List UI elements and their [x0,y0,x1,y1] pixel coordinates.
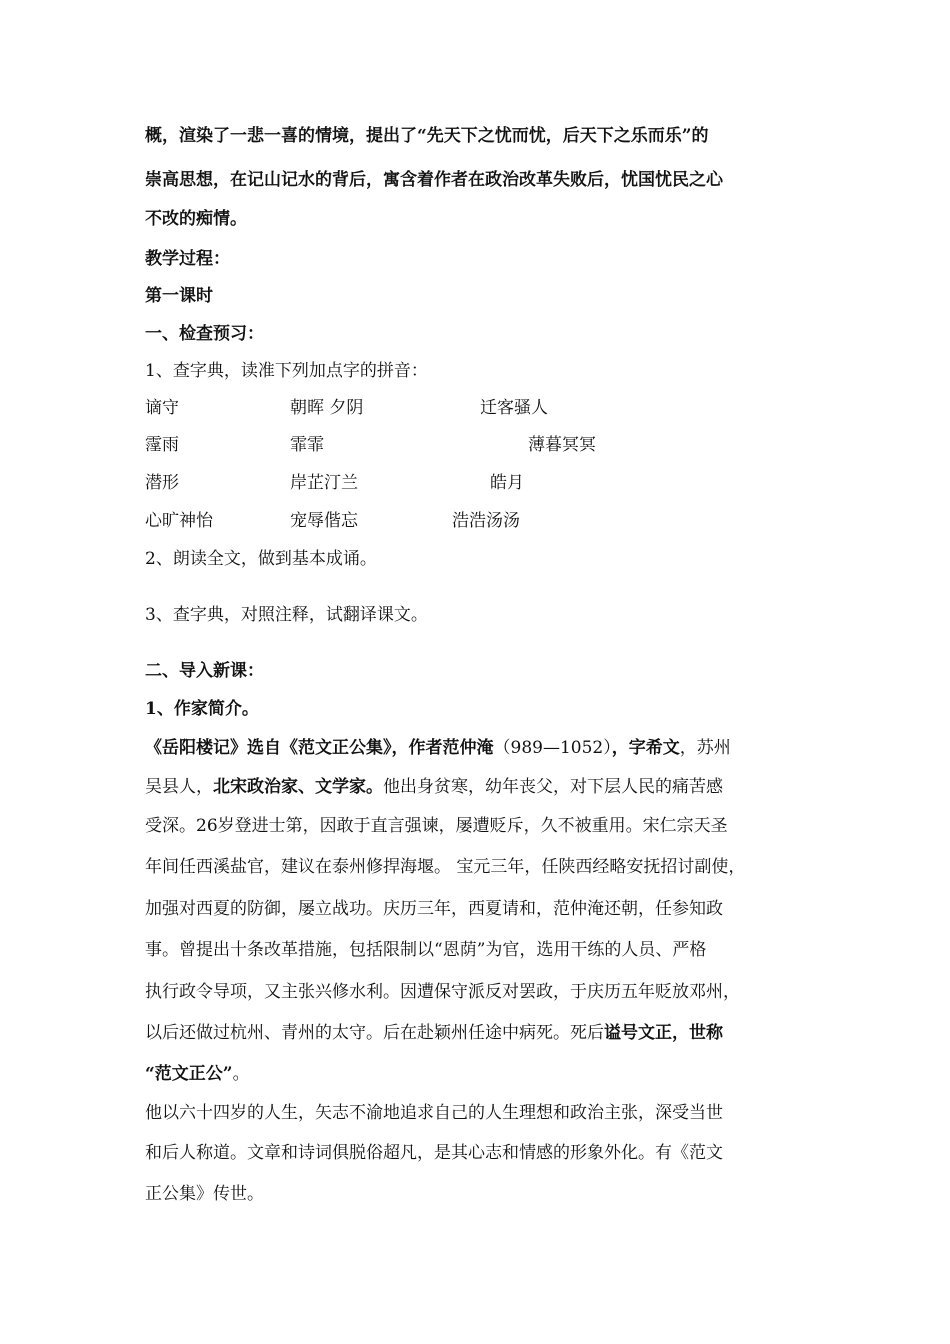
word-cell: 岸芷汀兰 [290,473,358,493]
legacy-line-1: 他以六十四岁的人生，矢志不渝地追求自己的人生理想和政治主张，深受当世 [145,1103,723,1123]
intro-line-1: 概，渲染了一悲一喜的情境，提出了“先天下之忧而忧，后天下之乐而乐”的 [145,126,709,146]
word-cell: 朝晖 夕阴 [290,398,364,418]
bio-text: ，苏州 [679,738,731,758]
word-cell: 皓月 [490,473,524,493]
preview-item-2: 2、朗读全文，做到基本成诵。 [145,549,377,569]
bio-line-8 [145,1022,723,1044]
teaching-process-heading: 教学过程： [145,249,230,269]
bio-line-4: 年间任西溪盐官，建议在泰州修捍海堰。 宝元三年，任陕西经略安抚招讨副使， [145,857,746,877]
word-cell: 心旷神怡 [145,511,213,531]
bio-dates: （989—1052） [493,738,612,758]
intro-line-3: 不改的痴情。 [145,209,247,229]
bio-bold-text: 《岳阳楼记》选自《范文正公集》，作者范仲淹 [145,738,494,758]
legacy-line-2: 和后人称道。文章和诗词俱脱俗超凡，是其心志和情感的形象外化。有《范文 [145,1143,723,1163]
legacy-line-3: 正公集》传世。 [145,1184,264,1204]
preview-item-3: 3、查字典，对照注释，试翻译课文。 [145,605,428,625]
bio-line-9 [145,1063,250,1085]
word-cell: 迁客骚人 [480,398,548,418]
bio-line-1 [145,737,731,759]
word-cell: 浩浩汤汤 [452,511,520,531]
word-cell: 宠辱偕忘 [290,511,358,531]
author-intro-heading: 1、作家简介。 [145,699,259,719]
bio-bold-text: ，字希文 [611,738,680,758]
intro-line-2: 崇高思想，在记山记水的背后，寓含着作者在政治改革失败后，忧国忧民之心 [145,170,723,190]
bio-bold-text: “范文正公” [145,1064,233,1084]
bio-text: 他出身贫寒，幼年丧父，对下层人民的痛苦感 [383,777,723,797]
bio-line-5: 加强对西夏的防御，屡立战功。庆历三年，西夏请和，范仲淹还朝，任参知政 [145,899,723,919]
bio-text: 。 [232,1064,250,1084]
lesson-heading: 第一课时 [145,286,213,306]
bio-bold-text: 谥号文正，世称 [604,1023,723,1043]
preview-item-1: 1、查字典，读准下列加点字的拼音： [145,361,428,381]
bio-text: 以后还做过杭州、青州的太守。后在赴颖州任途中病死。死后 [145,1023,604,1043]
word-cell: 潜形 [145,473,179,493]
section-2-heading: 二、导入新课： [145,661,264,681]
bio-text: 吴县人， [145,777,213,797]
bio-line-6: 事。曾提出十条改革措施，包括限制以“恩荫”为官，选用干练的人员、严格 [145,940,707,960]
word-cell: 霪雨 [145,435,179,455]
word-cell: 霏霏 [290,435,324,455]
section-1-heading: 一、检查预习： [145,324,264,344]
bio-line-2 [145,776,723,798]
word-cell: 薄暮冥冥 [528,435,596,455]
bio-line-7: 执行政令导项，又主张兴修水利。因遭保守派反对罢政，于庆历五年贬放邓州， [145,982,740,1002]
word-cell: 谪守 [145,398,179,418]
bio-line-3: 受深。26岁登进士第，因敢于直言强谏，屡遭贬斥，久不被重用。宋仁宗天圣 [145,816,728,836]
bio-bold-text: 北宋政治家、文学家。 [213,777,383,797]
